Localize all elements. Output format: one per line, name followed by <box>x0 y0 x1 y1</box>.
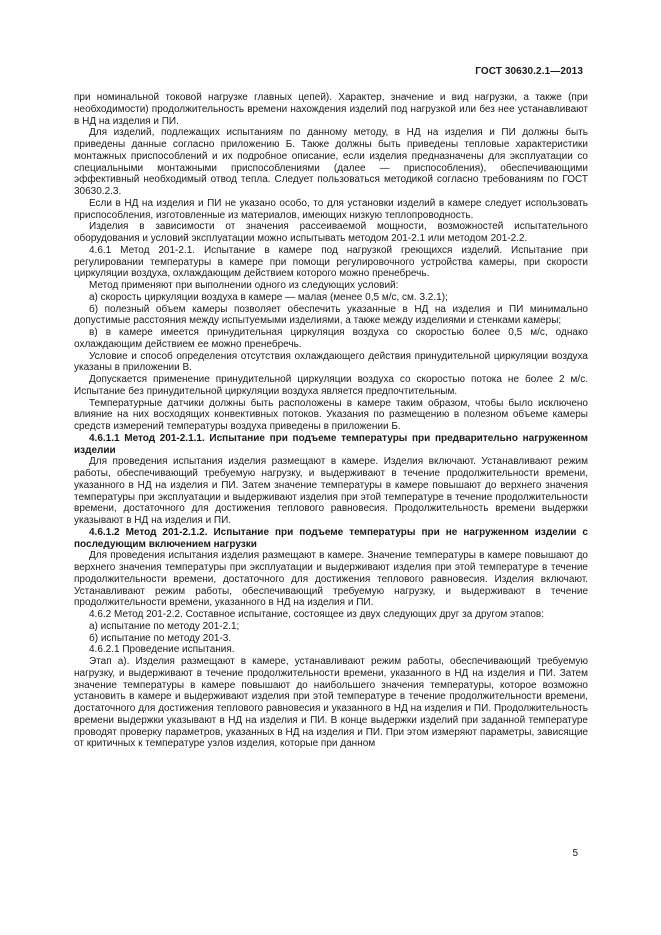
paragraph: 4.6.2 Метод 201-2.2. Составное испытание, состоящее из двух следующих друг за другом этапов: <box>89 609 545 620</box>
paragraph: Допускается применение принудительной циркуляции воздуха со скоростью потока не более 2 м/с. Испытание без принудительной циркуляции воздуха является предпочтительным. <box>74 374 588 397</box>
paragraph: Этап а). Изделия размещают в камере, устанавливают режим работы, обеспечивающий требуемую нагрузку, и выдерживают в течение продолжительности времени, указанного в НД на изделия и ПИ. Затем значение температуры в камере повышают до наибольшего значения температуры, которое возможно установить в камере и выдерживают изделия при этой температуре в течение продолжительности времени, достаточного для достижения теплового равновесия и указанного в НД на изделия и ПИ. Продолжительность времени выдержки указывают в НД на изделия и ПИ. В конце выдержки изделий при заданной температуре проводят проверку параметров, указанных в НД на изделия и ПИ. При этом измеряют параметры, зависящие от критичных к температуре узлов изделия, которые при данном <box>74 656 588 750</box>
paragraph: Если в НД на изделия и ПИ не указано особо, то для установки изделий в камере следует использовать приспособления, изготовленные из материалов, имеющих низкую теплопроводность. <box>74 197 588 221</box>
paragraph: б) полезный объем камеры позволяет обеспечить указанные в НД на изделия и ПИ минимально допустимые расстояния между испытуемыми изделиями, а также между изделиями и стенками камеры; <box>74 303 588 327</box>
paragraph: 4.6.1 Метод 201-2.1. Испытание в камере под нагрузкой греющихся изделий. Испытание при регулировании температуры в камере при помощи регулировочного устройства камеры, при скорости циркуляции воздуха, охлаждающим действием которого можно пренебречь. <box>74 244 588 280</box>
standard-header: ГОСТ 30630.2.1—2013 <box>475 66 583 77</box>
paragraph: б) испытание по методу 201-3. <box>89 632 232 644</box>
paragraph: Для проведения испытания изделия размещают в камере. Значение температуры в камере повышают до верхнего значения температуры при эксплуатации и выдерживают изделия при этой температуре в течение продолжительности времени, достаточного для достижения теплового равновесия. Изделия включают. Устанавливают режим работы, обеспечивающий требуемую нагрузку, и выдерживают в течение продолжительности времени, указанного в НД на изделия и ПИ. <box>74 550 588 609</box>
paragraph: Для изделий, подлежащих испытаниям по данному методу, в НД на изделия и ПИ должны быть приведены данные согласно приложению Б. Также должны быть приведены тепловые характеристики монтажных приспособлений и их подробное описание, если изделия предназначены для эксплуатации со специальными монтажными приспособлениями (далее — приспособления), обеспечивающими эффективный необходимый отвод тепла. Следует пользоваться методикой согласно требованиям по ГОСТ 30630.2.3. <box>74 127 588 197</box>
paragraph: Метод применяют при выполнении одного из следующих условий: <box>89 280 399 291</box>
paragraph: Температурные датчики должны быть расположены в камере таким образом, чтобы было исключено влияние на них восходящих конвективных потоков. Указания по размещению в полезном объеме камеры средств измерений температуры воздуха приведены в приложении Б. <box>74 397 588 432</box>
section-heading: 4.6.1.1 Метод 201-2.1.1. Испытание при подъеме температуры при предварительно нагруженном изделии <box>74 432 588 456</box>
paragraph: а) скорость циркуляции воздуха в камере — малая (менее 0,5 м/с, см. 3.2.1); <box>89 291 448 303</box>
paragraph: Изделия в зависимости от значения рассеиваемой мощности, возможностей испытательного оборудования и условий эксплуатации можно испытывать методом 201-2.1 или методом 201-2.2. <box>74 221 588 244</box>
paragraph: 4.6.2.1 Проведение испытания. <box>89 644 235 656</box>
paragraph: Для проведения испытания изделия размещают в камере. Изделия включают. Устанавливают режим работы, обеспечивающий требуемую нагрузку, и выдерживают в течение продолжительности времени, указанного в НД на изделия и ПИ. Затем значение температуры в камере повышают до верхнего значения температуры при эксплуатации и выдерживают изделия при этой температуре в течение продолжительности времени, достаточного для достижения теплового равновесия. Продолжительность времени выдержки указывают в НД на изделия и ПИ. <box>74 456 588 526</box>
paragraph: а) испытание по методу 201-2.1; <box>89 620 240 632</box>
paragraph: в) в камере имеется принудительная циркуляция воздуха со скоростью более 0,5 м/с, однако охлаждающим действием ее можно пренебречь. <box>74 327 588 350</box>
page-number: 5 <box>572 848 578 859</box>
body-text <box>74 92 588 750</box>
paragraph: при номинальной токовой нагрузке главных цепей). Характер, значение и вид нагрузки, а также (при необходимости) продолжительность времени нахождения изделий под нагрузкой или без нее устанавливают в НД на изделия и ПИ. <box>74 92 588 127</box>
paragraph: Условие и способ определения отсутствия охлаждающего действия принудительной циркуляции воздуха указаны в приложении В. <box>74 350 588 374</box>
section-heading: 4.6.1.2 Метод 201-2.1.2. Испытание при подъеме температуры при не нагруженном изделии с последующим включением нагрузки <box>74 526 588 550</box>
